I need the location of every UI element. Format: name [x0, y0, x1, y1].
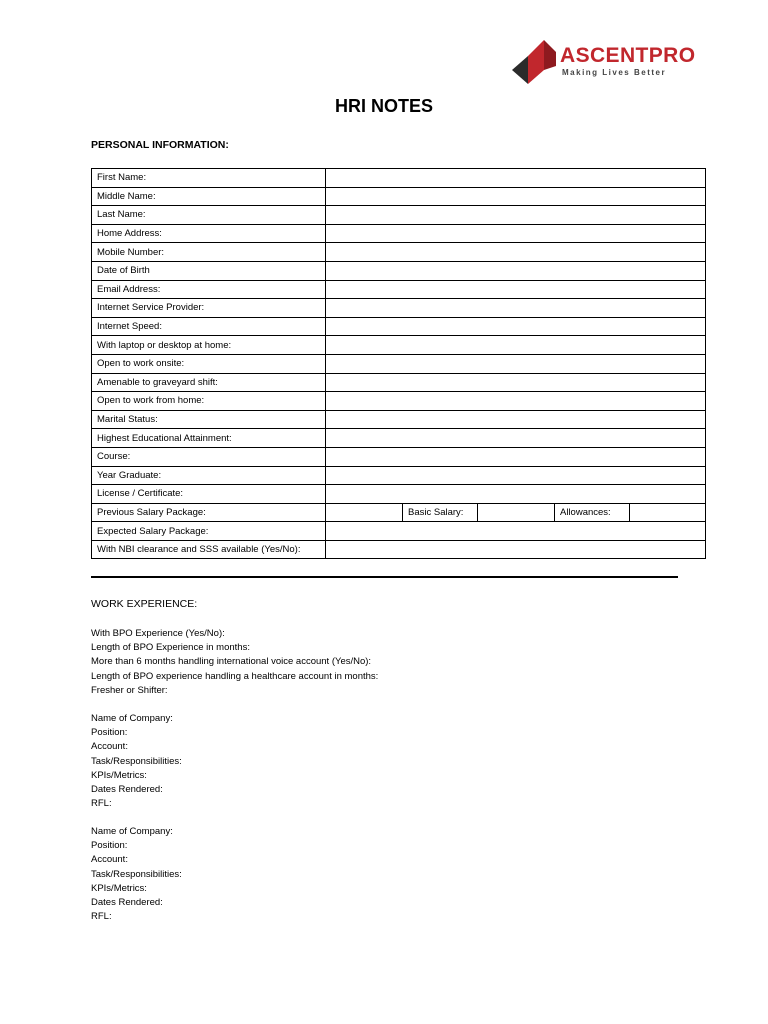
middle-name-field[interactable] [326, 187, 706, 206]
tasks-label: Task/Responsibilities: [91, 755, 182, 767]
company-logo [508, 36, 706, 92]
table-row [92, 392, 706, 411]
kpis-label: KPIs/Metrics: [91, 769, 147, 781]
table-row [92, 280, 706, 299]
basic-salary-label: Basic Salary: [403, 503, 478, 522]
education-label: Highest Educational Attainment: [92, 429, 326, 448]
company-block-2 [91, 825, 182, 924]
course-label: Course: [92, 447, 326, 466]
table-row [92, 503, 706, 522]
company-block-1 [91, 712, 182, 811]
table-row [92, 261, 706, 280]
first-name-label: First Name: [92, 169, 326, 188]
company-name-label: Name of Company: [91, 713, 173, 724]
course-field[interactable] [326, 447, 706, 466]
license-field[interactable] [326, 485, 706, 504]
personal-info-heading: PERSONAL INFORMATION: [91, 139, 229, 151]
year-graduate-field[interactable] [326, 466, 706, 485]
table-row [92, 206, 706, 225]
marital-status-label: Marital Status: [92, 410, 326, 429]
nbi-clearance-label: With NBI clearance and SSS available (Yes/No): [92, 540, 326, 559]
position-label: Position: [91, 840, 128, 852]
table-row [92, 485, 706, 504]
isp-field[interactable] [326, 299, 706, 318]
date-of-birth-label: Date of Birth [92, 261, 326, 280]
basic-salary-field[interactable] [478, 503, 555, 522]
laptop-field[interactable] [326, 336, 706, 355]
home-address-field[interactable] [326, 224, 706, 243]
account-label: Account: [91, 854, 128, 866]
dates-rendered-label: Dates Rendered: [91, 897, 163, 909]
table-row [92, 466, 706, 485]
onsite-field[interactable] [326, 354, 706, 373]
healthcare-account-question: Length of BPO experience handling a healthcare account in months: [91, 670, 379, 682]
international-voice-question: More than 6 months handling international voice account (Yes/No): [91, 656, 372, 668]
rfl-label: RFL: [91, 911, 112, 923]
work-questions [91, 627, 378, 698]
table-row [92, 522, 706, 541]
page-title: HRI NOTES [334, 96, 433, 116]
previous-salary-field[interactable] [326, 503, 403, 522]
table-row [92, 169, 706, 188]
onsite-label: Open to work onsite: [92, 354, 326, 373]
year-graduate-label: Year Graduate: [92, 466, 326, 485]
last-name-label: Last Name: [92, 206, 326, 225]
table-row [92, 354, 706, 373]
date-of-birth-field[interactable] [326, 261, 706, 280]
company-name-label: Name of Company: [91, 826, 173, 837]
table-row [92, 540, 706, 559]
position-label: Position: [91, 727, 128, 739]
account-label: Account: [91, 741, 128, 753]
graveyard-label: Amenable to graveyard shift: [92, 373, 326, 392]
bpo-experience-question: With BPO Experience (Yes/No): [91, 628, 225, 639]
license-label: License / Certificate: [92, 485, 326, 504]
mobile-number-field[interactable] [326, 243, 706, 262]
bpo-length-question: Length of BPO Experience in months: [91, 642, 250, 654]
internet-speed-label: Internet Speed: [92, 317, 326, 336]
last-name-field[interactable] [326, 206, 706, 225]
table-row [92, 317, 706, 336]
mobile-number-label: Mobile Number: [92, 243, 326, 262]
section-divider [91, 576, 678, 578]
rfl-label: RFL: [91, 798, 112, 810]
dates-rendered-label: Dates Rendered: [91, 784, 163, 796]
ascentpro-logo-icon [508, 36, 560, 88]
table-row [92, 447, 706, 466]
home-address-label: Home Address: [92, 224, 326, 243]
expected-salary-field[interactable] [326, 522, 706, 541]
fresher-shifter-question: Fresher or Shifter: [91, 684, 168, 696]
allowances-label: Allowances: [555, 503, 630, 522]
email-address-field[interactable] [326, 280, 706, 299]
email-address-label: Email Address: [92, 280, 326, 299]
table-row [92, 243, 706, 262]
table-row [92, 187, 706, 206]
work-experience-heading: WORK EXPERIENCE: [91, 598, 198, 610]
wfh-label: Open to work from home: [92, 392, 326, 411]
education-field[interactable] [326, 429, 706, 448]
logo-wordmark: ASCENTPRO [560, 44, 696, 67]
laptop-label: With laptop or desktop at home: [92, 336, 326, 355]
nbi-clearance-field[interactable] [326, 540, 706, 559]
expected-salary-label: Expected Salary Package: [92, 522, 326, 541]
isp-label: Internet Service Provider: [92, 299, 326, 318]
internet-speed-field[interactable] [326, 317, 706, 336]
middle-name-label: Middle Name: [92, 187, 326, 206]
table-row [92, 224, 706, 243]
table-row [92, 429, 706, 448]
graveyard-field[interactable] [326, 373, 706, 392]
table-row [92, 410, 706, 429]
previous-salary-label: Previous Salary Package: [92, 503, 326, 522]
kpis-label: KPIs/Metrics: [91, 882, 147, 894]
allowances-field[interactable] [630, 503, 706, 522]
table-row [92, 299, 706, 318]
marital-status-field[interactable] [326, 410, 706, 429]
tasks-label: Task/Responsibilities: [91, 868, 182, 880]
personal-info-table [91, 168, 706, 559]
logo-tagline: Making Lives Better [562, 68, 667, 77]
table-row [92, 373, 706, 392]
table-row [92, 336, 706, 355]
wfh-field[interactable] [326, 392, 706, 411]
first-name-field[interactable] [326, 169, 706, 188]
